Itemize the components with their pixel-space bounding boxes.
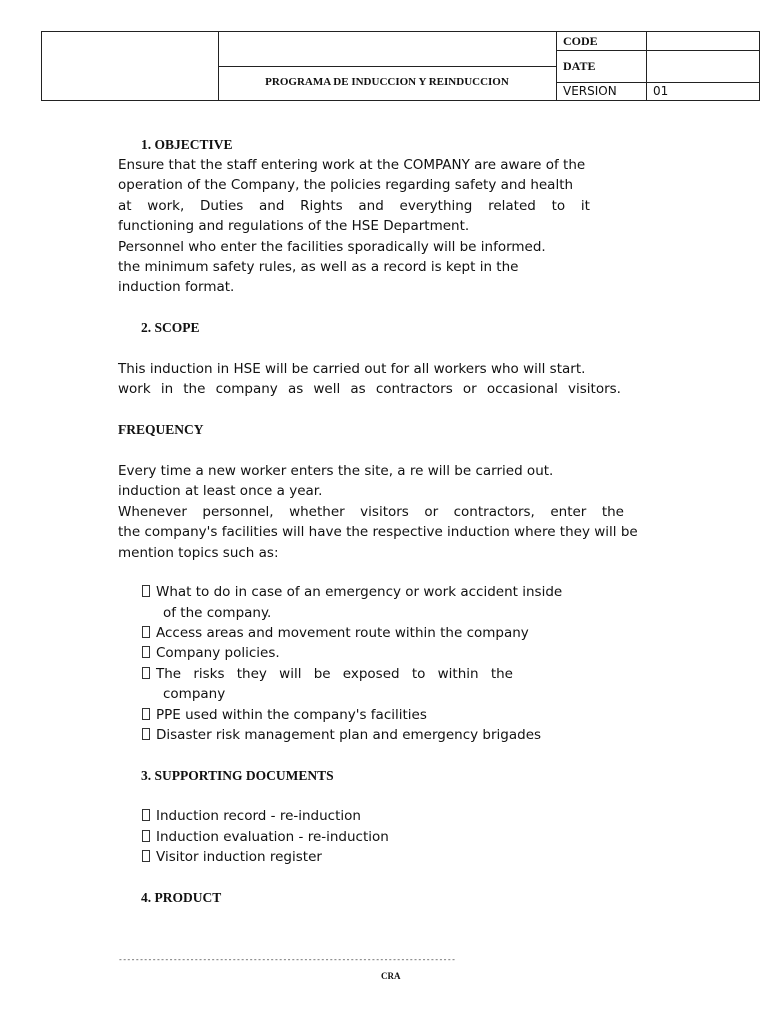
frequency-line: induction at least once a year. xyxy=(118,483,323,500)
objective-heading: 1. OBJECTIVE xyxy=(141,137,233,152)
document-item: Induction record - re-induction xyxy=(142,808,361,824)
objective-line: operation of the Company, the policies regarding safety and health xyxy=(118,177,574,194)
checkbox-bullet-icon xyxy=(142,850,150,862)
checkbox-bullet-icon xyxy=(142,667,150,679)
word: Whenever xyxy=(118,503,187,520)
objective-line: Personnel who enter the facilities sporadically will be informed. xyxy=(118,238,546,255)
topic-item: Company policies. xyxy=(142,645,280,661)
objective-line-justified xyxy=(118,196,590,216)
checkbox-bullet-icon xyxy=(142,728,150,740)
scope-paragraph xyxy=(118,359,621,400)
objective-line: the minimum safety rules, as well as a record is kept in the xyxy=(118,259,519,276)
document-title: PROGRAMA DE INDUCCION Y REINDUCCION xyxy=(265,76,509,88)
document-item: Visitor induction register xyxy=(142,849,322,865)
word: everything xyxy=(399,197,473,214)
word: as xyxy=(350,381,366,398)
scope-line-justified xyxy=(118,379,621,399)
word: the xyxy=(490,666,513,682)
footer-label: CRA xyxy=(381,971,401,981)
checkbox-bullet-icon xyxy=(142,585,150,597)
objective-line: Ensure that the staff entering work at the COMPANY are aware of the xyxy=(118,157,586,173)
topic-item-continuation: company xyxy=(163,686,226,702)
word: Duties xyxy=(199,197,244,214)
word: enter xyxy=(550,503,587,520)
topic-item xyxy=(142,666,513,682)
objective-line: induction format. xyxy=(118,279,235,296)
word: well xyxy=(313,381,341,398)
title-divider xyxy=(218,66,556,67)
word: or xyxy=(424,503,439,520)
word: occasional xyxy=(486,381,558,398)
word: contractors xyxy=(375,381,453,398)
topic-item: What to do in case of an emergency or work accident inside xyxy=(142,584,562,600)
word: to xyxy=(551,197,566,214)
word: Rights xyxy=(300,197,343,214)
word: whether xyxy=(289,503,345,520)
document-item: Induction evaluation - re-induction xyxy=(142,829,389,845)
word: contractors, xyxy=(453,503,535,520)
frequency-line: mention topics such as: xyxy=(118,544,279,561)
word: risks xyxy=(193,666,225,682)
word: company xyxy=(215,381,278,398)
word: visitors. xyxy=(568,381,621,398)
version-label: VERSION xyxy=(563,84,617,98)
word: at xyxy=(118,197,132,214)
frequency-line: the company's facilities will have the respective induction where they will be xyxy=(118,524,638,541)
frequency-line-justified xyxy=(118,502,624,522)
word: or xyxy=(462,381,477,398)
checkbox-bullet-icon xyxy=(142,809,150,821)
word: it xyxy=(580,197,590,214)
word: personnel, xyxy=(202,503,274,520)
topic-item-continuation: of the company. xyxy=(163,605,272,621)
word: be xyxy=(313,666,331,682)
word: and xyxy=(358,197,384,214)
footer-separator: -------------------------------------------------------------------------------- xyxy=(118,955,456,964)
word: the xyxy=(183,381,206,398)
version-value: 01 xyxy=(653,84,669,98)
topic-item: Disaster risk management plan and emergency brigades xyxy=(142,727,541,743)
document-header-table xyxy=(41,31,760,101)
word: The xyxy=(156,666,182,682)
word: work, xyxy=(147,197,185,214)
header-values-column xyxy=(646,32,759,100)
frequency-line: Every time a new worker enters the site, a re will be carried out. xyxy=(118,463,554,479)
header-labels-column xyxy=(556,32,647,100)
word: in xyxy=(160,381,174,398)
checkbox-bullet-icon xyxy=(142,646,150,658)
word: exposed xyxy=(342,666,400,682)
objective-paragraph xyxy=(118,155,590,298)
frequency-heading: FREQUENCY xyxy=(118,422,204,437)
word: the xyxy=(601,503,624,520)
checkbox-bullet-icon xyxy=(142,830,150,842)
product-heading: 4. PRODUCT xyxy=(141,890,222,905)
checkbox-bullet-icon xyxy=(142,708,150,720)
logo-cell xyxy=(42,32,219,100)
word: work xyxy=(118,381,151,398)
frequency-paragraph xyxy=(118,461,638,563)
word: to xyxy=(411,666,426,682)
date-label: DATE xyxy=(563,59,596,73)
topic-item: PPE used within the company's facilities xyxy=(142,707,427,723)
supporting-documents-heading: 3. SUPPORTING DOCUMENTS xyxy=(141,768,334,783)
word: will xyxy=(279,666,302,682)
title-cell xyxy=(218,32,557,100)
objective-line: functioning and regulations of the HSE Department. xyxy=(118,218,470,235)
word: they xyxy=(236,666,267,682)
word: within xyxy=(437,666,479,682)
word: related xyxy=(488,197,536,214)
checkbox-bullet-icon xyxy=(142,626,150,638)
scope-heading: 2. SCOPE xyxy=(141,320,200,335)
topic-item: Access areas and movement route within the company xyxy=(142,625,529,641)
word: visitors xyxy=(360,503,409,520)
word: as xyxy=(287,381,304,398)
code-label: CODE xyxy=(563,34,598,48)
word: and xyxy=(259,197,285,214)
scope-line: This induction in HSE will be carried out for all workers who will start. xyxy=(118,361,586,377)
